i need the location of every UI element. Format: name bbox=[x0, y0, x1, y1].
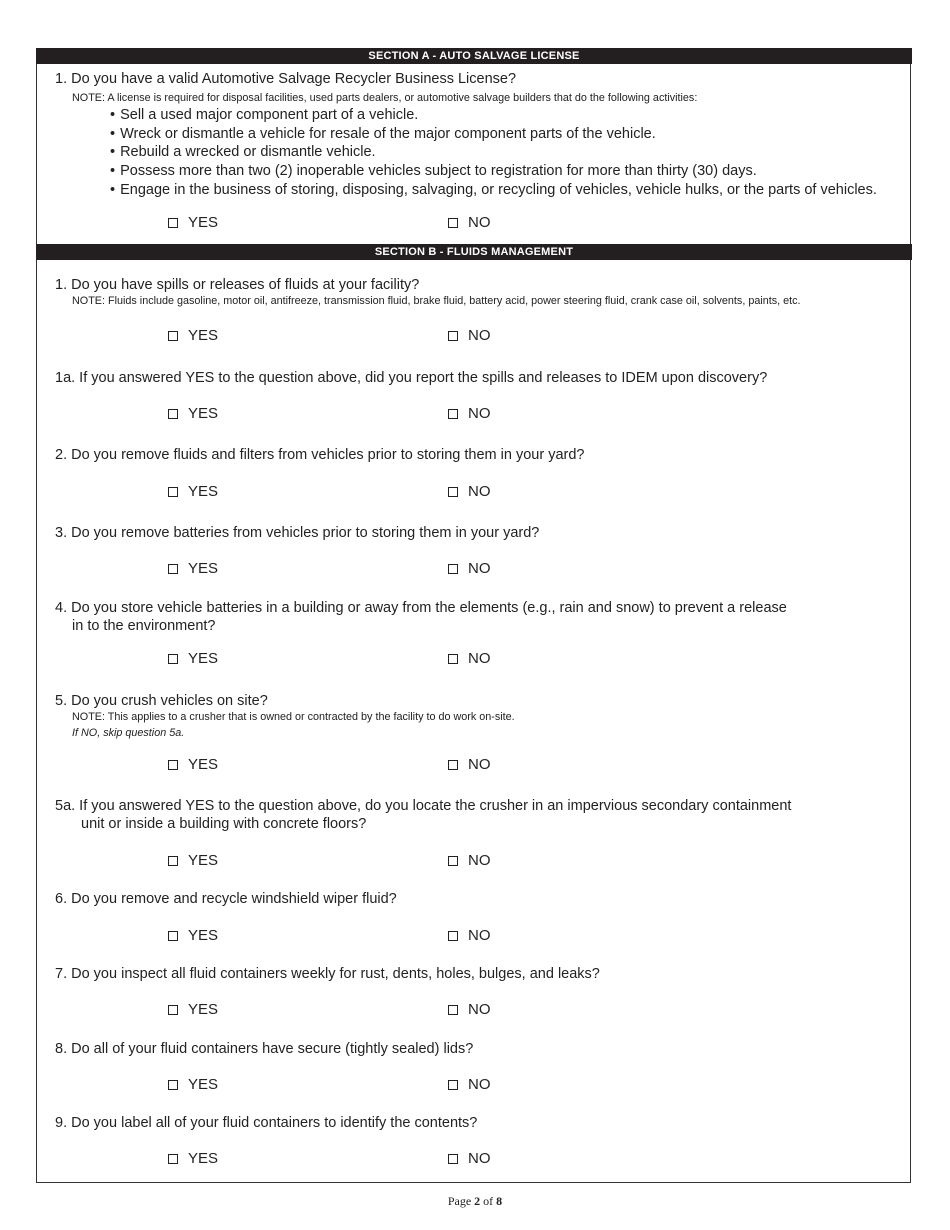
yes-label: YES bbox=[188, 405, 219, 422]
b6-yes-checkbox[interactable] bbox=[168, 931, 178, 941]
b2-no-option[interactable] bbox=[448, 483, 491, 500]
page-of: of bbox=[480, 1194, 497, 1208]
yes-label: YES bbox=[188, 650, 219, 667]
question-b4 bbox=[55, 600, 787, 634]
question-b5-skip-note: If NO, skip question 5a. bbox=[72, 727, 185, 739]
question-b1: 1. Do you have spills or releases of fluids at your facility? bbox=[55, 277, 420, 293]
b5a-no-checkbox[interactable] bbox=[448, 856, 458, 866]
b5-no-option[interactable] bbox=[448, 756, 491, 773]
total-pages: 8 bbox=[496, 1194, 503, 1208]
no-label: NO bbox=[468, 1001, 491, 1018]
yes-label: YES bbox=[188, 327, 219, 344]
yes-label: YES bbox=[188, 756, 219, 773]
yes-label: YES bbox=[188, 927, 219, 944]
question-b4-line2: in to the environment? bbox=[72, 618, 216, 634]
b8-no-option[interactable] bbox=[448, 1076, 491, 1093]
license-activities-list bbox=[110, 106, 877, 200]
b5-yes-checkbox[interactable] bbox=[168, 760, 178, 770]
question-b4-line1: 4. Do you store vehicle batteries in a building or away from the elements (e.g., rain and snow) to prevent a release bbox=[55, 600, 787, 616]
b1-yes-option[interactable] bbox=[168, 327, 218, 344]
question-a1-note: NOTE: A license is required for disposal facilities, used parts dealers, or automotive salvage builders that do the following activities: bbox=[72, 92, 698, 104]
list-item: • Sell a used major component part of a vehicle. bbox=[110, 106, 877, 125]
b1a-yes-checkbox[interactable] bbox=[168, 409, 178, 419]
question-b1-note: NOTE: Fluids include gasoline, motor oil, antifreeze, transmission fluid, brake fluid, battery acid, power steering fluid, crank case oil, solvents, paints, etc. bbox=[72, 295, 801, 307]
current-page: 2 bbox=[474, 1194, 481, 1208]
b3-no-option[interactable] bbox=[448, 560, 491, 577]
b5a-no-option[interactable] bbox=[448, 852, 491, 869]
b6-no-option[interactable] bbox=[448, 927, 491, 944]
question-b9: 9. Do you label all of your fluid containers to identify the contents? bbox=[55, 1115, 478, 1131]
question-b5a-line1: 5a. If you answered YES to the question above, do you locate the crusher in an impervious secondary containment bbox=[55, 798, 792, 814]
section-b-header: SECTION B - FLUIDS MANAGEMENT bbox=[36, 244, 912, 260]
b1-no-checkbox[interactable] bbox=[448, 331, 458, 341]
b4-no-checkbox[interactable] bbox=[448, 654, 458, 664]
section-a-header: SECTION A - AUTO SALVAGE LICENSE bbox=[36, 48, 912, 64]
question-b3: 3. Do you remove batteries from vehicles prior to storing them in your yard? bbox=[55, 525, 540, 541]
no-label: NO bbox=[468, 214, 491, 231]
b3-yes-checkbox[interactable] bbox=[168, 564, 178, 574]
b1-no-option[interactable] bbox=[448, 327, 491, 344]
question-b1a: 1a. If you answered YES to the question above, did you report the spills and releases to IDEM upon discovery? bbox=[55, 370, 768, 386]
list-item: • Rebuild a wrecked or dismantle vehicle. bbox=[110, 143, 877, 162]
b8-no-checkbox[interactable] bbox=[448, 1080, 458, 1090]
b5a-yes-option[interactable] bbox=[168, 852, 218, 869]
b4-no-option[interactable] bbox=[448, 650, 491, 667]
b4-yes-option[interactable] bbox=[168, 650, 218, 667]
a1-no-option[interactable] bbox=[448, 214, 491, 231]
list-item: • Engage in the business of storing, disposing, salvaging, or recycling of vehicles, vehicle hulks, or the parts of vehicles. bbox=[110, 181, 877, 200]
no-label: NO bbox=[468, 327, 491, 344]
no-label: NO bbox=[468, 405, 491, 422]
yes-label: YES bbox=[188, 214, 219, 231]
b1-yes-checkbox[interactable] bbox=[168, 331, 178, 341]
b9-no-checkbox[interactable] bbox=[448, 1154, 458, 1164]
b5a-yes-checkbox[interactable] bbox=[168, 856, 178, 866]
question-b2: 2. Do you remove fluids and filters from vehicles prior to storing them in your yard? bbox=[55, 447, 585, 463]
b2-no-checkbox[interactable] bbox=[448, 487, 458, 497]
list-item: • Wreck or dismantle a vehicle for resale of the major component parts of the vehicle. bbox=[110, 125, 877, 144]
b9-no-option[interactable] bbox=[448, 1150, 491, 1167]
no-label: NO bbox=[468, 1076, 491, 1093]
b7-yes-checkbox[interactable] bbox=[168, 1005, 178, 1015]
yes-label: YES bbox=[188, 1150, 219, 1167]
b5-no-checkbox[interactable] bbox=[448, 760, 458, 770]
b7-no-checkbox[interactable] bbox=[448, 1005, 458, 1015]
yes-label: YES bbox=[188, 483, 219, 500]
a1-no-checkbox[interactable] bbox=[448, 218, 458, 228]
page-prefix: Page bbox=[447, 1194, 475, 1208]
question-b5a bbox=[55, 798, 791, 832]
yes-label: YES bbox=[188, 852, 219, 869]
question-b8: 8. Do all of your fluid containers have secure (tightly sealed) lids? bbox=[55, 1041, 474, 1057]
b4-yes-checkbox[interactable] bbox=[168, 654, 178, 664]
b3-yes-option[interactable] bbox=[168, 560, 218, 577]
b1a-yes-option[interactable] bbox=[168, 405, 218, 422]
question-a1: 1. Do you have a valid Automotive Salvage Recycler Business License? bbox=[55, 71, 517, 87]
no-label: NO bbox=[468, 483, 491, 500]
question-b6: 6. Do you remove and recycle windshield wiper fluid? bbox=[55, 891, 397, 907]
a1-yes-checkbox[interactable] bbox=[168, 218, 178, 228]
a1-yes-option[interactable] bbox=[168, 214, 218, 231]
list-item: • Possess more than two (2) inoperable vehicles subject to registration for more than thirty (30) days. bbox=[110, 162, 877, 181]
page-number bbox=[0, 1194, 950, 1209]
question-b5-note: NOTE: This applies to a crusher that is owned or contracted by the facility to do work on-site. bbox=[72, 711, 515, 723]
question-b5a-line2: unit or inside a building with concrete floors? bbox=[81, 816, 367, 832]
yes-label: YES bbox=[188, 1001, 219, 1018]
no-label: NO bbox=[468, 650, 491, 667]
no-label: NO bbox=[468, 852, 491, 869]
b7-yes-option[interactable] bbox=[168, 1001, 218, 1018]
b1a-no-checkbox[interactable] bbox=[448, 409, 458, 419]
b3-no-checkbox[interactable] bbox=[448, 564, 458, 574]
b2-yes-option[interactable] bbox=[168, 483, 218, 500]
question-b5: 5. Do you crush vehicles on site? bbox=[55, 693, 268, 709]
b8-yes-option[interactable] bbox=[168, 1076, 218, 1093]
b6-no-checkbox[interactable] bbox=[448, 931, 458, 941]
b9-yes-option[interactable] bbox=[168, 1150, 218, 1167]
b2-yes-checkbox[interactable] bbox=[168, 487, 178, 497]
no-label: NO bbox=[468, 560, 491, 577]
yes-label: YES bbox=[188, 560, 219, 577]
no-label: NO bbox=[468, 756, 491, 773]
b1a-no-option[interactable] bbox=[448, 405, 491, 422]
b7-no-option[interactable] bbox=[448, 1001, 491, 1018]
b9-yes-checkbox[interactable] bbox=[168, 1154, 178, 1164]
b8-yes-checkbox[interactable] bbox=[168, 1080, 178, 1090]
question-b7: 7. Do you inspect all fluid containers weekly for rust, dents, holes, bulges, and leaks? bbox=[55, 966, 600, 982]
yes-label: YES bbox=[188, 1076, 219, 1093]
b6-yes-option[interactable] bbox=[168, 927, 218, 944]
no-label: NO bbox=[468, 927, 491, 944]
b5-yes-option[interactable] bbox=[168, 756, 218, 773]
no-label: NO bbox=[468, 1150, 491, 1167]
